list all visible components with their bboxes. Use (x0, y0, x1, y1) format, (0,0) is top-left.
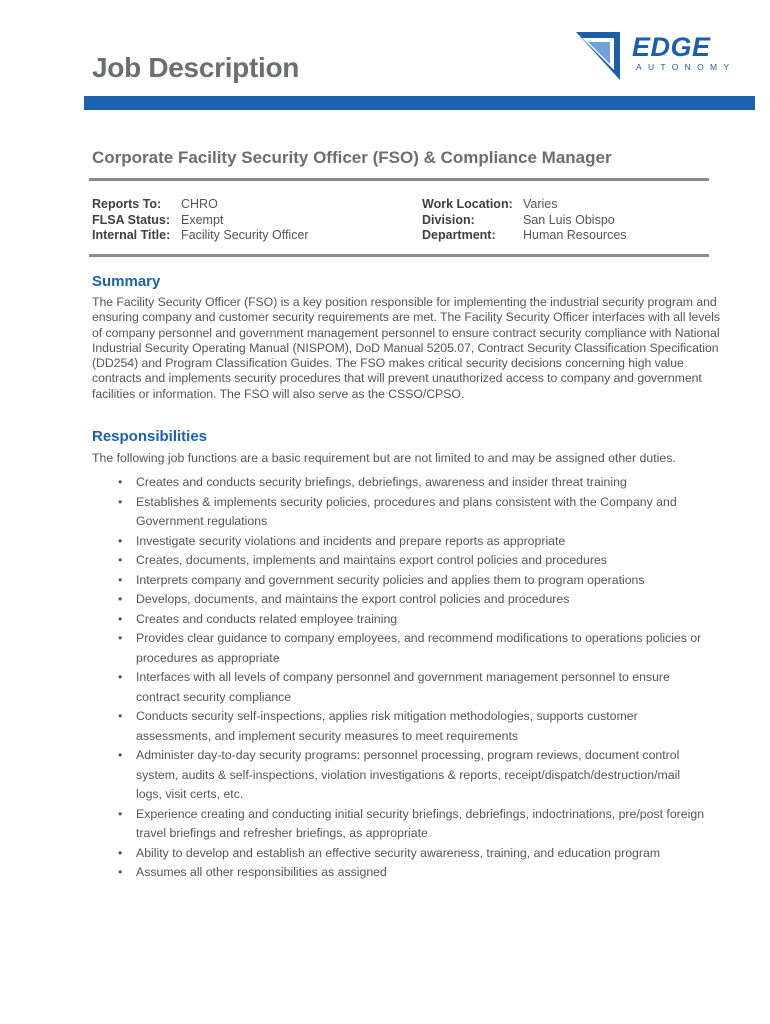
info-value: Varies (523, 197, 558, 211)
logo-mark-icon (574, 30, 630, 86)
role-title: Corporate Facility Security Officer (FSO) & Compliance Manager (92, 148, 612, 167)
info-value: Exempt (181, 212, 224, 227)
list-item: • Administer day-to-day security programs: personnel processing, program reviews, document control system, audits & self-inspections, violation investigations & reports, receipt/dispatch/destruction/mail logs, visit certs, etc. (118, 746, 708, 805)
info-label: Division: (422, 212, 475, 227)
responsibilities-intro: The following job functions are a basic requirement but are not limited to and may be assigned other duties. (92, 451, 676, 465)
list-item: • Ability to develop and establish an effective security awareness, training, and education program (118, 844, 708, 864)
list-item: • Creates and conducts related employee training (118, 610, 708, 630)
list-item: • Interprets company and government security policies and applies them to program operations (118, 571, 708, 591)
list-item: • Investigate security violations and incidents and prepare reports as appropriate (118, 532, 708, 552)
info-value: CHRO (181, 197, 218, 211)
info-value: Human Resources (523, 228, 627, 243)
header-bar (84, 96, 755, 110)
summary-heading: Summary (92, 273, 161, 290)
list-item: • Develops, documents, and maintains the export control policies and procedures (118, 590, 708, 610)
info-row-work-location (422, 197, 627, 213)
edge-autonomy-logo (574, 30, 742, 86)
list-item: • Interfaces with all levels of company personnel and government management personnel to ensure contract security compliance (118, 668, 708, 707)
info-row-internal-title (92, 228, 309, 244)
info-label: Department: (422, 228, 496, 243)
responsibilities-heading: Responsibilities (92, 428, 208, 445)
logo-word: EDGE (632, 32, 711, 62)
list-item: • Creates and conducts security briefings, debriefings, awareness and insider threat training (118, 473, 708, 493)
page-title: Job Description (92, 52, 300, 83)
info-table-right (422, 197, 627, 244)
info-row-department (422, 228, 627, 244)
divider-top (89, 178, 709, 181)
info-label: Work Location: (422, 197, 513, 211)
summary-text: The Facility Security Officer (FSO) is a key position responsible for implementing the industrial security program and ensuring company and customer security requirements are met. The Facility Security Officer interfaces with all levels of company personnel and government management personnel to ensure contract security compliance with National Industrial Security Operating Manual (NISPOM), DoD Manual 5205.07, Contract Security Classification Specification (DD254) and Program Classification Guides. The FSO makes critical security decisions concerning high value contracts and implements security procedures that will prevent unauthorized access to company and government facilities or information. The FSO will also serve as the CSSO/CPSO. (92, 295, 720, 401)
info-label: FLSA Status: (92, 212, 171, 227)
list-item: • Creates, documents, implements and maintains export control policies and procedures (118, 551, 708, 571)
list-item: • Conducts security self-inspections, applies risk mitigation methodologies, supports customer assessments, and implement security measures to meet requirements (118, 707, 708, 746)
divider-bottom (89, 254, 709, 257)
logo-subword: AUTONOMY (636, 62, 736, 72)
info-row-division (422, 213, 627, 229)
list-item: • Assumes all other responsibilities as assigned (118, 863, 708, 883)
responsibilities-list (118, 473, 708, 883)
info-value: San Luis Obispo (523, 212, 615, 227)
info-label: Reports To: (92, 197, 162, 211)
info-label: Internal Title: (92, 228, 171, 243)
info-row-flsa-status (92, 213, 309, 229)
list-item: • Experience creating and conducting initial security briefings, debriefings, indoctrinations, pre/post foreign travel briefings and refresher briefings, as appropriate (118, 805, 708, 844)
list-item: • Establishes & implements security policies, procedures and plans consistent with the Company and Government regulations (118, 493, 708, 532)
info-row-reports-to (92, 197, 309, 213)
list-item: • Provides clear guidance to company employees, and recommend modifications to operations policies or procedures as appropriate (118, 629, 708, 668)
info-table-left (92, 197, 309, 244)
info-value: Facility Security Officer (181, 228, 309, 243)
